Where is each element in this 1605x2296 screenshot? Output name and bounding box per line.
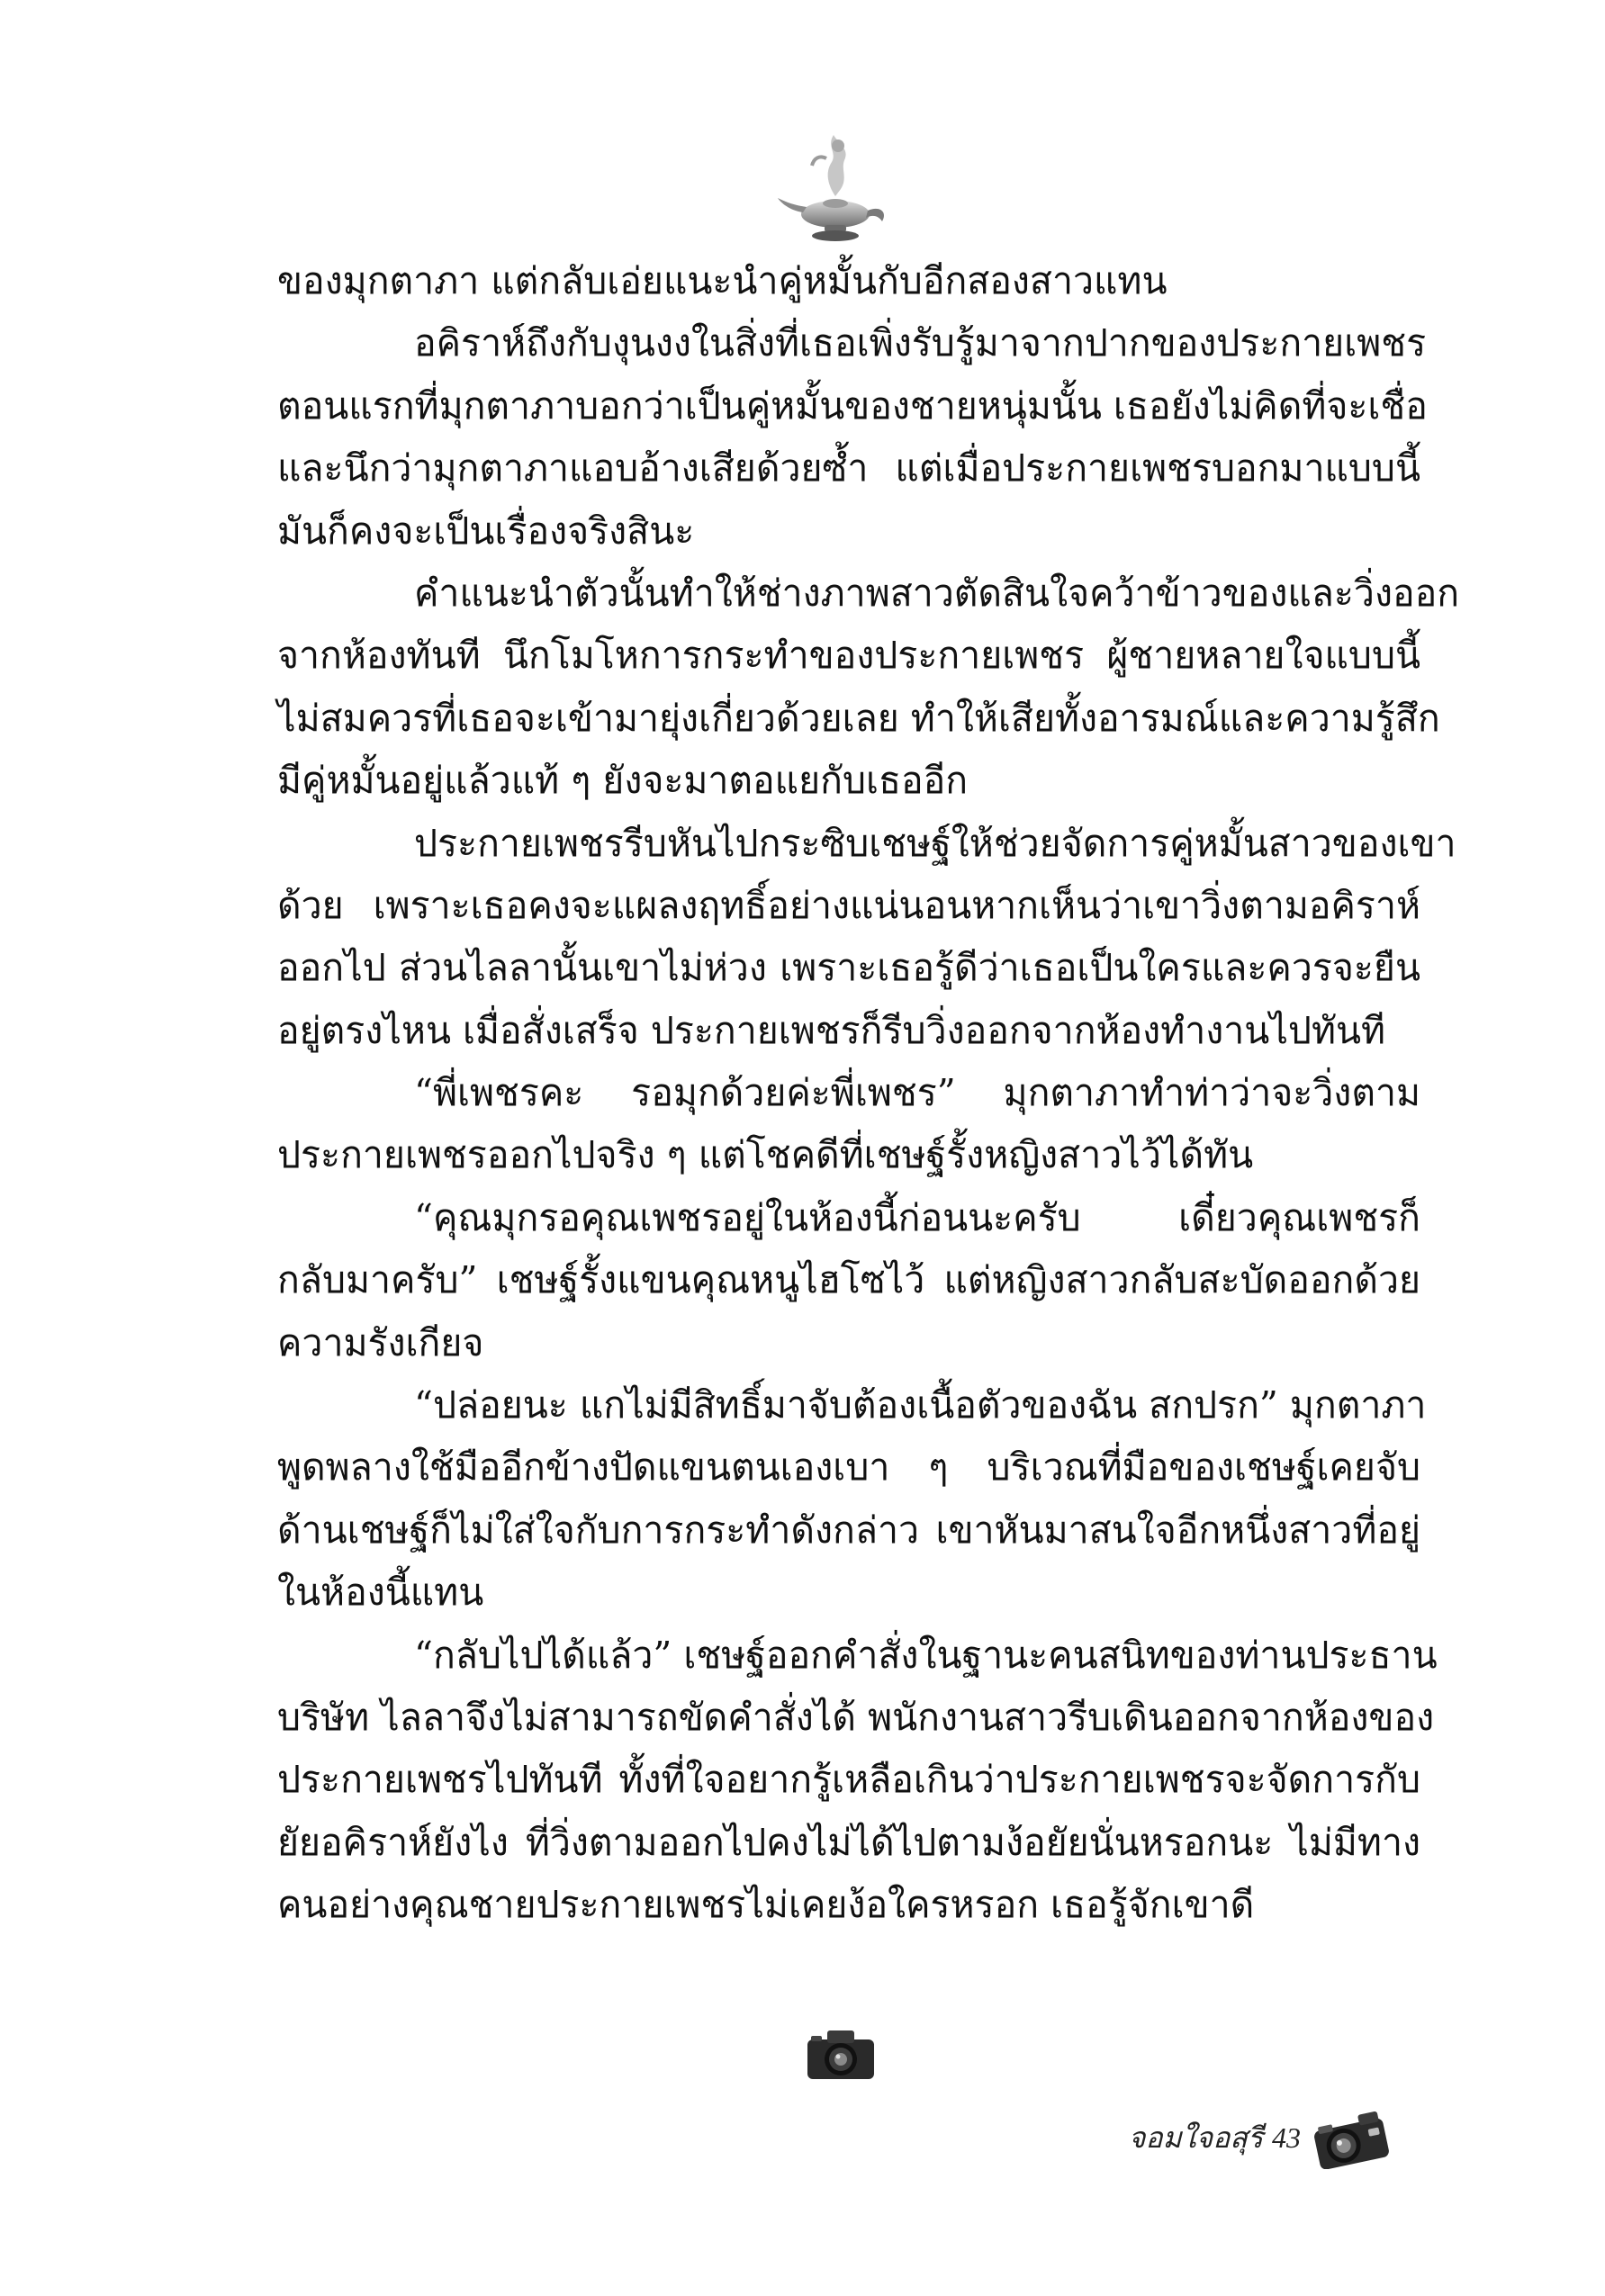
text-line: พูดพลางใช้มืออีกข้างปัดแขนตนเองเบา ๆ บริเวณที่มือของเชษฐ์เคยจับ [277, 1445, 1420, 1490]
text-line: คำแนะนำตัวนั้นทำให้ช่างภาพสาวตัดสินใจคว้าข้าวของและวิ่งออก [414, 571, 1460, 615]
text-line: จากห้องทันที นึกโมโหการกระทำของประกายเพชร ผู้ชายหลายใจแบบนี้ [277, 634, 1420, 678]
text-line: ด้วย เพราะเธอคงจะแผลงฤทธิ์อย่างแน่นอนหากเห็นว่าเขาวิ่งตามอคิราห์ [277, 883, 1420, 927]
text-line: และนึกว่ามุกตาภาแอบอ้างเสียด้วยซ้ำ แต่เมื่อประกายเพชรบอกมาแบบนี้ [277, 446, 1420, 491]
text-line: อคิราห์ถึงกับงุนงงในสิ่งที่เธอเพิ่งรับรู้มาจากปากของประกายเพชร [414, 321, 1427, 365]
text-line: “คุณมุกรอคุณเพชรอยู่ในห้องนี้ก่อนนะครับ เดี๋ยวคุณเพชรก็ [414, 1195, 1420, 1239]
book-title: จอมใจอสุรี [1128, 2120, 1263, 2155]
paragraph [277, 563, 1460, 813]
page-number: 43 [1272, 2120, 1301, 2154]
body-text [277, 250, 1460, 1937]
text-line: บริษัท ไลลาจึงไม่สามารถขัดคำสั่งได้ พนักงานสาวรีบเดินออกจากห้องของ [277, 1695, 1435, 1739]
text-line: “กลับไปได้แล้ว” เชษฐ์ออกคำสั่งในฐานะคนสนิทของท่านประธาน [414, 1633, 1438, 1677]
paragraph [277, 1625, 1438, 1937]
text-line: คนอย่างคุณชายประกายเพชรไม่เคยง้อใครหรอก เธอรู้จักเขาดี [277, 1883, 1255, 1927]
text-line: อยู่ตรงไหน เมื่อสั่งเสร็จ ประกายเพชรก็รีบวิ่งออกจากห้องทำงานไปทันที [277, 1008, 1386, 1052]
text-line: ประกายเพชรออกไปจริง ๆ แต่โชคดีที่เชษฐ์รั้งหญิงสาวไว้ได้ทัน [277, 1133, 1254, 1177]
text-line: “พี่เพชรคะ รอมุกด้วยค่ะพี่เพชร” มุกตาภาทำท่าว่าจะวิ่งตาม [414, 1071, 1420, 1115]
text-line: ประกายเพชรรีบหันไปกระซิบเชษฐ์ให้ช่วยจัดการคู่หมั้นสาวของเขา [414, 821, 1456, 865]
paragraph [277, 312, 1428, 563]
text-line: ในห้องนี้แทน [277, 1571, 484, 1615]
text-line: ไม่สมควรที่เธอจะเข้ามายุ่งเกี่ยวด้วยเลย ทำให้เสียทั้งอารมณ์และความรู้สึก [277, 696, 1440, 740]
paragraph [277, 1062, 1420, 1187]
paragraph [277, 250, 1420, 312]
paragraph [277, 1374, 1427, 1625]
paragraph [277, 813, 1456, 1063]
text-line: ของมุกตาภา แต่กลับเอ่ยแนะนำคู่หมั้นกับอีกสองสาวแทน [277, 259, 1168, 302]
text-line: ออกไป ส่วนไลลานั้นเขาไม่ห่วง เพราะเธอรู้ดีว่าเธอเป็นใครและควรจะยืน [277, 946, 1420, 990]
camera-icon [1310, 2106, 1393, 2169]
text-line: “ปล่อยนะ แกไม่มีสิทธิ์มาจับต้องเนื้อตัวของฉัน สกปรก” มุกตาภา [414, 1383, 1427, 1427]
text-line: ประกายเพชรไปทันที ทั้งที่ใจอยากรู้เหลือเกินว่าประกายเพชรจะจัดการกับ [277, 1758, 1420, 1802]
text-line: ด้านเชษฐ์ก็ไม่ใส่ใจกับการกระทำดังกล่าว เขาหันมาสนใจอีกหนึ่งสาวที่อยู่ [277, 1508, 1420, 1552]
text-line: ยัยอคิราห์ยังไง ที่วิ่งตามออกไปคงไม่ได้ไปตามง้อยัยนั่นหรอกนะ ไม่มีทาง [277, 1820, 1420, 1864]
genie-lamp-icon [772, 126, 898, 252]
text-line: มีคู่หมั้นอยู่แล้วแท้ ๆ ยังจะมาตอแยกับเธออีก [277, 759, 969, 803]
text-line: ความรังเกียจ [277, 1320, 484, 1364]
text-line: กลับมาครับ” เชษฐ์รั้งแขนคุณหนูไฮโซไว้ แต่หญิงสาวกลับสะบัดออกด้วย [277, 1258, 1420, 1302]
page-footer [1129, 2106, 1393, 2169]
paragraph [277, 1187, 1420, 1374]
text-line: มันก็คงจะเป็นเรื่องจริงสินะ [277, 509, 695, 553]
camera-icon [804, 2027, 878, 2083]
text-line: ตอนแรกที่มุกตาภาบอกว่าเป็นคู่หมั้นของชายหนุ่มนั้น เธอยังไม่คิดที่จะเชื่อ [277, 383, 1428, 428]
